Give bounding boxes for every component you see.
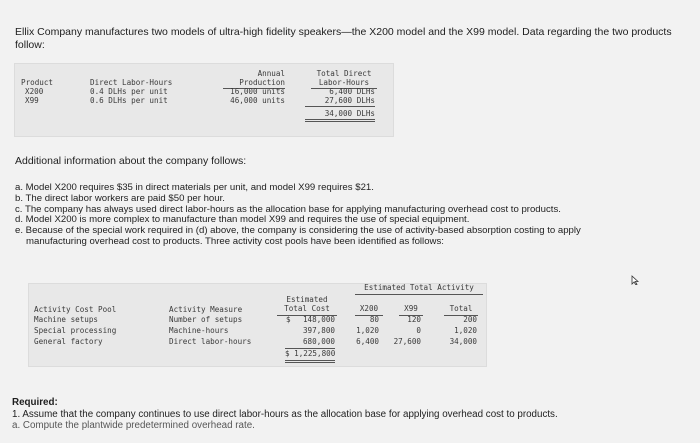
row-general-factory-x99: 27,600 xyxy=(393,337,421,346)
row-general-factory-x200: 6,400 xyxy=(356,337,379,346)
problem-intro: Ellix Company manufactures two models of ultra-high fidelity speakers—the X200 model and the X99 model. Data regarding the two products follow: xyxy=(15,26,672,51)
grand-total-cost: $ 1,225,800 xyxy=(285,349,335,363)
list-item: e. Because of the special work required in (d) above, the company is considering the use of activity-based absorption costing to apply xyxy=(15,225,581,237)
row-special-processing-total: 1,020 xyxy=(454,326,477,335)
col-header-est-cost-2: Total Cost xyxy=(277,304,337,316)
col-header-total-dlh-2: Labor-Hours xyxy=(311,78,377,89)
col-header-direct-labor: Direct Labor-Hours xyxy=(90,78,173,87)
additional-info-list xyxy=(15,183,690,248)
required-item: 1. Assume that the company continues to use direct labor-hours as the allocation base for applying overhead cost to products. xyxy=(12,408,558,420)
row-machine-setups-total: 200 xyxy=(463,315,477,324)
required-item: a. Compute the plantwide predetermined overhead rate. xyxy=(12,420,255,431)
group-header-estimated-activity: Estimated Total Activity xyxy=(355,283,483,295)
list-item: d. Model X200 is more complex to manufacture than model X99 and requires the use of special equipment. xyxy=(15,214,470,226)
additional-info-heading: Additional information about the company follows: xyxy=(15,155,247,167)
row-x200-product: X200 xyxy=(25,87,44,96)
col-header-total-dlh-1: Total Direct xyxy=(316,69,372,78)
row-general-factory-measure: Direct labor-hours xyxy=(169,337,252,346)
row-machine-setups-x200: 80 xyxy=(369,315,379,324)
row-general-factory-cost: 680,000 xyxy=(285,337,335,349)
col-header-x200: X200 xyxy=(355,304,383,316)
col-header-product: Product xyxy=(21,78,54,87)
col-header-total: Total xyxy=(444,304,478,316)
col-header-measure: Activity Measure xyxy=(169,305,243,314)
required-heading: Required: xyxy=(12,397,58,408)
list-item: manufacturing overhead cost to products. Three activity cost pools have been identified as follows: xyxy=(26,235,444,247)
col-header-pool: Activity Cost Pool xyxy=(34,305,117,314)
row-x200-direct-labor: 0.4 DLHs per unit xyxy=(90,87,168,96)
row-machine-setups-pool: Machine setups xyxy=(34,315,99,324)
required-section xyxy=(12,397,692,432)
row-machine-setups-currency: $ xyxy=(286,315,291,324)
row-x99-product: X99 xyxy=(25,96,39,105)
row-special-processing-cost: 397,800 xyxy=(302,326,335,335)
total-dlh: 34,000 DLHs xyxy=(305,109,375,122)
col-header-annual-2: Production xyxy=(223,78,285,89)
row-x99-direct-labor: 0.6 DLHs per unit xyxy=(90,96,168,105)
row-x200-annual: 16,000 units xyxy=(230,87,285,96)
row-x99-annual: 46,000 units xyxy=(230,96,285,105)
mouse-cursor-icon xyxy=(630,275,640,285)
row-x99-total-dlh: 27,600 DLHs xyxy=(305,96,375,107)
row-special-processing-x200: 1,020 xyxy=(356,326,379,335)
row-special-processing-x99: 0 xyxy=(416,326,421,335)
activity-cost-table xyxy=(28,283,487,367)
row-machine-setups-measure: Number of setups xyxy=(169,315,243,324)
list-item: a. Model X200 requires $35 in direct materials per unit, and model X99 requires $21. xyxy=(15,182,374,193)
col-header-est-cost-1: Estimated xyxy=(286,295,328,304)
row-machine-setups-cost: 148,000 xyxy=(302,315,335,324)
row-general-factory-pool: General factory xyxy=(34,337,103,346)
row-special-processing-pool: Special processing xyxy=(34,326,117,335)
col-header-annual-1: Annual xyxy=(257,69,285,78)
product-data-table xyxy=(14,63,394,137)
list-item: c. The company has always used direct labor-hours as the allocation base for applying manufacturing overhead cost to products. xyxy=(15,203,561,215)
row-x200-total-dlh: 6,400 DLHs xyxy=(329,87,375,96)
row-general-factory-total: 34,000 xyxy=(449,337,477,346)
row-special-processing-measure: Machine-hours xyxy=(169,326,229,335)
list-item: b. The direct labor workers are paid $50 per hour. xyxy=(15,192,225,204)
col-header-x99: X99 xyxy=(399,304,423,316)
row-machine-setups-x99: 120 xyxy=(407,315,421,324)
